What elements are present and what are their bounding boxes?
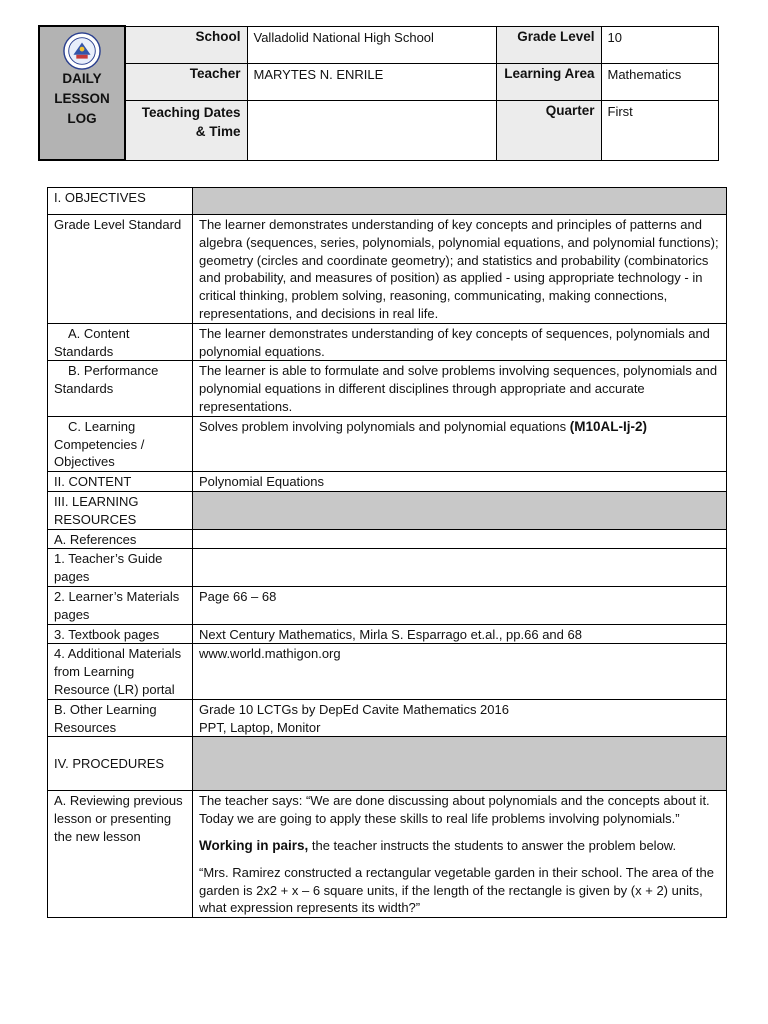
learning-resources-value — [193, 491, 727, 529]
learning-area-value: Mathematics — [601, 63, 718, 100]
learners-materials-text: Page 66 – 68 — [193, 586, 727, 624]
performance-standards-text: The learner is able to formulate and solve problems involving sequences, polynomials and polynomial equations in different disciplines through appropriate and accurate representations. — [193, 361, 727, 416]
learners-materials-label: 2. Learner’s Materials pages — [48, 586, 193, 624]
content-standards-label-a: A. Content — [68, 325, 130, 341]
lesson-log-table — [47, 187, 727, 918]
additional-materials-label: 4. Additional Materials from Learning Resource (LR) portal — [48, 644, 193, 699]
learning-area-label: Learning Area — [496, 63, 601, 100]
grade-standard-label: Grade Level Standard — [48, 215, 193, 324]
school-label: School — [125, 26, 247, 63]
table-row — [48, 491, 727, 529]
competencies-label-a: C. Learning — [68, 418, 136, 434]
other-resources-text — [193, 699, 727, 737]
other-resources-label: B. Other Learning Resources — [48, 699, 193, 737]
competencies-description: Solves problem involving polynomials and polynomial equations — [199, 418, 570, 434]
other-resources-line2: PPT, Laptop, Monitor — [199, 719, 321, 735]
grade-level-label: Grade Level — [496, 26, 601, 63]
teaching-dates-label — [125, 100, 247, 160]
reviewing-instruction: the teacher instructs the students to answer the problem below. — [308, 837, 677, 853]
references-text — [193, 529, 727, 549]
reviewing-problem: “Mrs. Ramirez constructed a rectangular vegetable garden in their school. The area of the garden is 2x2 + x – 6 square units, if the length of the rectangle is given by (x + 2) units, what expression represents its width?” — [199, 864, 714, 916]
quarter-value: First — [601, 100, 718, 160]
objectives-label: I. OBJECTIVES — [48, 188, 193, 215]
table-row — [48, 699, 727, 737]
procedures-label: IV. PROCEDURES — [48, 737, 193, 791]
title-line-log: LOG — [67, 111, 97, 126]
title-line-lesson: LESSON — [54, 91, 110, 106]
reviewing-paragraph-1: The teacher says: “We are done discussing about polynomials and the concepts about it. Today we are going to apply these skills to real life problems involving polynomials.” — [199, 793, 710, 827]
working-in-pairs: Working in pairs, — [199, 837, 309, 853]
table-row — [48, 215, 727, 324]
reviewing-text — [193, 791, 727, 918]
competency-code: (M10AL-Ij-2) — [569, 418, 647, 434]
performance-standards-label — [48, 361, 193, 416]
textbook-label: 3. Textbook pages — [48, 624, 193, 644]
reviewing-paragraph-2 — [199, 837, 721, 855]
school-value: Valladolid National High School — [247, 26, 496, 63]
performance-standards-label-b: Standards — [54, 381, 114, 397]
competencies-text — [193, 416, 727, 471]
reviewing-label: A. Reviewing previous lesson or presenting the new lesson — [48, 791, 193, 918]
header-table — [38, 25, 719, 161]
daily-lesson-log-title — [40, 69, 124, 129]
content-text: Polynomial Equations — [193, 472, 727, 492]
table-row — [48, 361, 727, 416]
teachers-guide-text — [193, 549, 727, 587]
teachers-guide-label: 1. Teacher’s Guide pages — [48, 549, 193, 587]
table-row — [48, 529, 727, 549]
table-row — [48, 549, 727, 587]
content-standards-text: The learner demonstrates understanding of key concepts of sequences, polynomials and polynomial equations. — [193, 323, 727, 361]
learning-resources-label: III. LEARNING RESOURCES — [48, 491, 193, 529]
teaching-dates-label-line2: & Time — [195, 123, 241, 139]
other-resources-line1: Grade 10 LCTGs by DepEd Cavite Mathematics 2016 — [199, 701, 509, 717]
teaching-dates-value — [247, 100, 496, 160]
deped-seal-icon — [63, 32, 101, 70]
content-standards-label-b: Standards — [54, 343, 114, 359]
table-row — [48, 472, 727, 492]
table-row — [48, 323, 727, 361]
additional-materials-text: www.world.mathigon.org — [193, 644, 727, 699]
table-row — [48, 416, 727, 471]
competencies-label-b: Competencies / Objectives — [54, 436, 145, 470]
table-row — [48, 586, 727, 624]
grade-level-value: 10 — [601, 26, 718, 63]
table-row — [48, 737, 727, 791]
textbook-text: Next Century Mathematics, Mirla S. Esparrago et.al., pp.66 and 68 — [193, 624, 727, 644]
logo-cell — [39, 26, 125, 160]
teacher-value: MARYTES N. ENRILE — [247, 63, 496, 100]
table-row — [48, 644, 727, 699]
content-standards-label — [48, 323, 193, 361]
table-row — [48, 791, 727, 918]
content-label: II. CONTENT — [48, 472, 193, 492]
performance-standards-label-a: B. Performance — [68, 363, 159, 379]
teacher-label: Teacher — [125, 63, 247, 100]
teaching-dates-label-line1: Teaching Dates — [141, 104, 241, 120]
table-row — [48, 188, 727, 215]
table-row — [48, 624, 727, 644]
competencies-label — [48, 416, 193, 471]
objectives-value — [193, 188, 727, 215]
references-label: A. References — [48, 529, 193, 549]
quarter-label: Quarter — [496, 100, 601, 160]
grade-standard-text: The learner demonstrates understanding of key concepts and principles of patterns and algebra (sequences, series, polynomials, polynomial equations, and polynomial functions); geometry (circles and coordinate geometry); and statistics and probability (combinatorics and probability, and measures of position) as applied - using appropriate technology - in critical thinking, problem solving, reasoning, communicating, making connections, representations, and decisions in real life. — [193, 215, 727, 324]
procedures-value — [193, 737, 727, 791]
title-line-daily: DAILY — [62, 71, 102, 86]
